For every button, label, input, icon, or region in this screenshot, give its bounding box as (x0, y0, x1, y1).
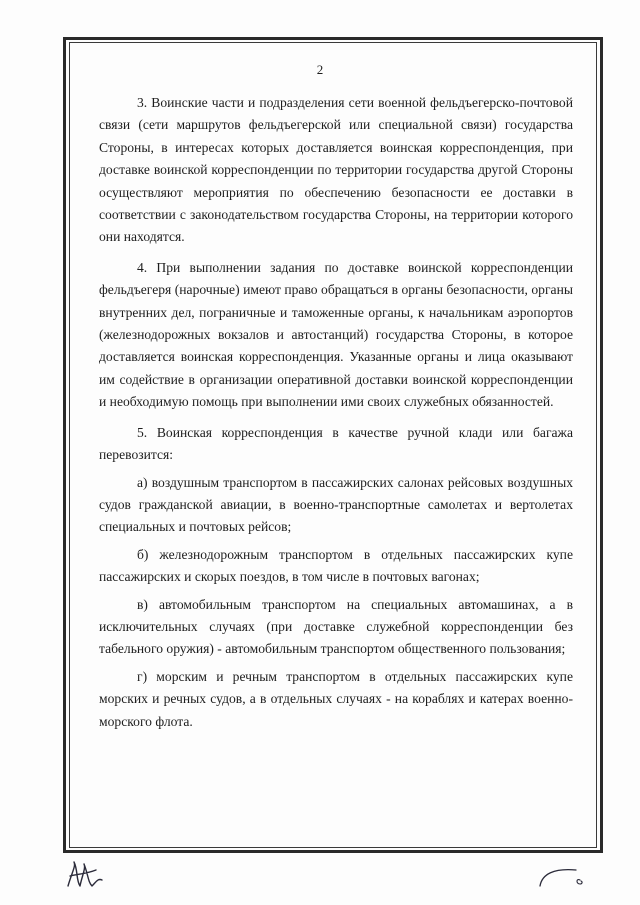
list-item-a: а) воздушным транспортом в пассажирских салонах рейсовых воздушных судов гражданской авиации, в военно-транспортные самолетах и вертолетах специальных и почтовых рейсов; (99, 474, 573, 535)
paragraph-4: 4. При выполнении задания по доставке воинской корреспонденции фельдъегеря (нарочные) имеют право обращаться в органы безопасности, органы внутренних дел, пограничные и таможенные органы, к начальникам аэропортов (железнодорожных вокзалов и автостанций) государства Стороны, в которое доставляется воинская корреспонденция. Указанные органы и лица оказывают им содействие в организации оперативной доставки воинской корреспонденции и необходимую помощь при выполнении ими своих служебных обязанностей. (99, 259, 573, 410)
paragraph-5: 5. Воинская корреспонденция в качестве ручной клади или багажа перевозится: (99, 424, 573, 463)
handwritten-mark-right (532, 860, 588, 895)
document-body (99, 92, 573, 738)
list-item-b: б) железнодорожным транспортом в отдельных пассажирских купе пассажирских и скорых поездов, в том числе в почтовых вагонах; (99, 546, 573, 585)
list-item-g: г) морским и речным транспортом в отдельных пассажирских купе морских и речных судов, а в отдельных случаях - на кораблях и катерах военно-морского флота. (99, 668, 573, 729)
handwritten-initials-left (62, 858, 106, 897)
paragraph-3: 3. Воинские части и подразделения сети военной фельдъегерско-почтовой связи (сети маршрутов фельдъегерской или специальной связи) государства Стороны, в интересах которых доставляется воинская корреспонденция, при доставке воинской корреспонденции по территории государства другой Стороны осуществляют мероприятия по обеспечению безопасности ее доставки в соответствии с законодательством государства Стороны, на территории которого они находятся. (99, 95, 573, 245)
page-number: 2 (316, 62, 324, 77)
list-item-v: в) автомобильным транспортом на специальных автомашинах, а в исключительных случаях (при доставке служебной корреспонденции без табельного оружия) - автомобильным транспортом общественного пользования; (99, 596, 573, 657)
